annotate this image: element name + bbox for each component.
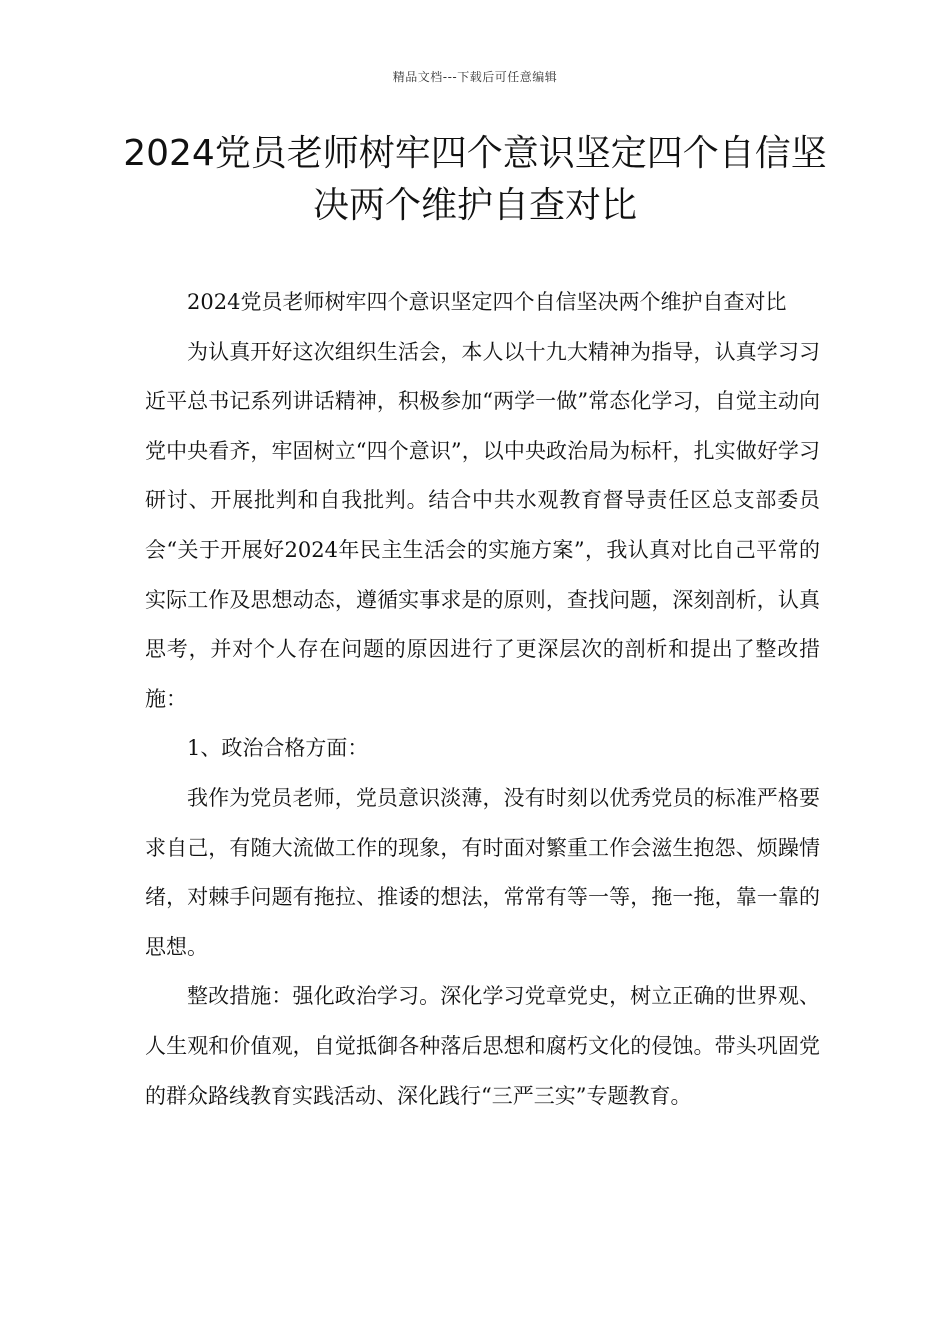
paragraph-problems: 我作为党员老师，党员意识淡薄，没有时刻以优秀党员的标准严格要求自己，有随大流做工作的现象，有时面对繁重工作会滋生抱怨、烦躁情绪，对棘手问题有拖拉、推诿的想法，常常有等一等，拖一拖，靠一靠的思想。 — [145, 785, 820, 959]
document-title: 2024党员老师树牢四个意识坚定四个自信坚决两个维护自查对比 — [123, 133, 827, 226]
paragraph-intro: 2024党员老师树牢四个意识坚定四个自信坚决两个维护自查对比 — [187, 290, 787, 314]
paragraph-background: 为认真开好这次组织生活会，本人以十九大精神为指导，认真学习习近平总书记系列讲话精神，积极参加“两学一做”常态化学习，自觉主动向党中央看齐，牢固树立“四个意识”，以中央政治局为标杆，扎实做好学习研讨、开展批判和自我批判。结合中共水观教育督导责任区总支部委员会“关于开展好2024年民主生活会的实施方案”，我认真对比自己平常的实际工作及思想动态，遵循实事求是的原则，查找问题，深刻剖析，认真思考，并对个人存在问题的原因进行了更深层次的剖析和提出了整改措施： — [145, 339, 820, 711]
paragraph-measures: 整改措施：强化政治学习。深化学习党章党史，树立正确的世界观、人生观和价值观，自觉抵御各种落后思想和腐朽文化的侵蚀。带头巩固党的群众路线教育实践活动、深化践行“三严三实”专题教育。 — [145, 984, 820, 1108]
header-note: 精品文档---下载后可任意编辑 — [392, 70, 558, 84]
document-body — [145, 278, 820, 1121]
section-heading: 1、政治合格方面： — [187, 736, 369, 761]
